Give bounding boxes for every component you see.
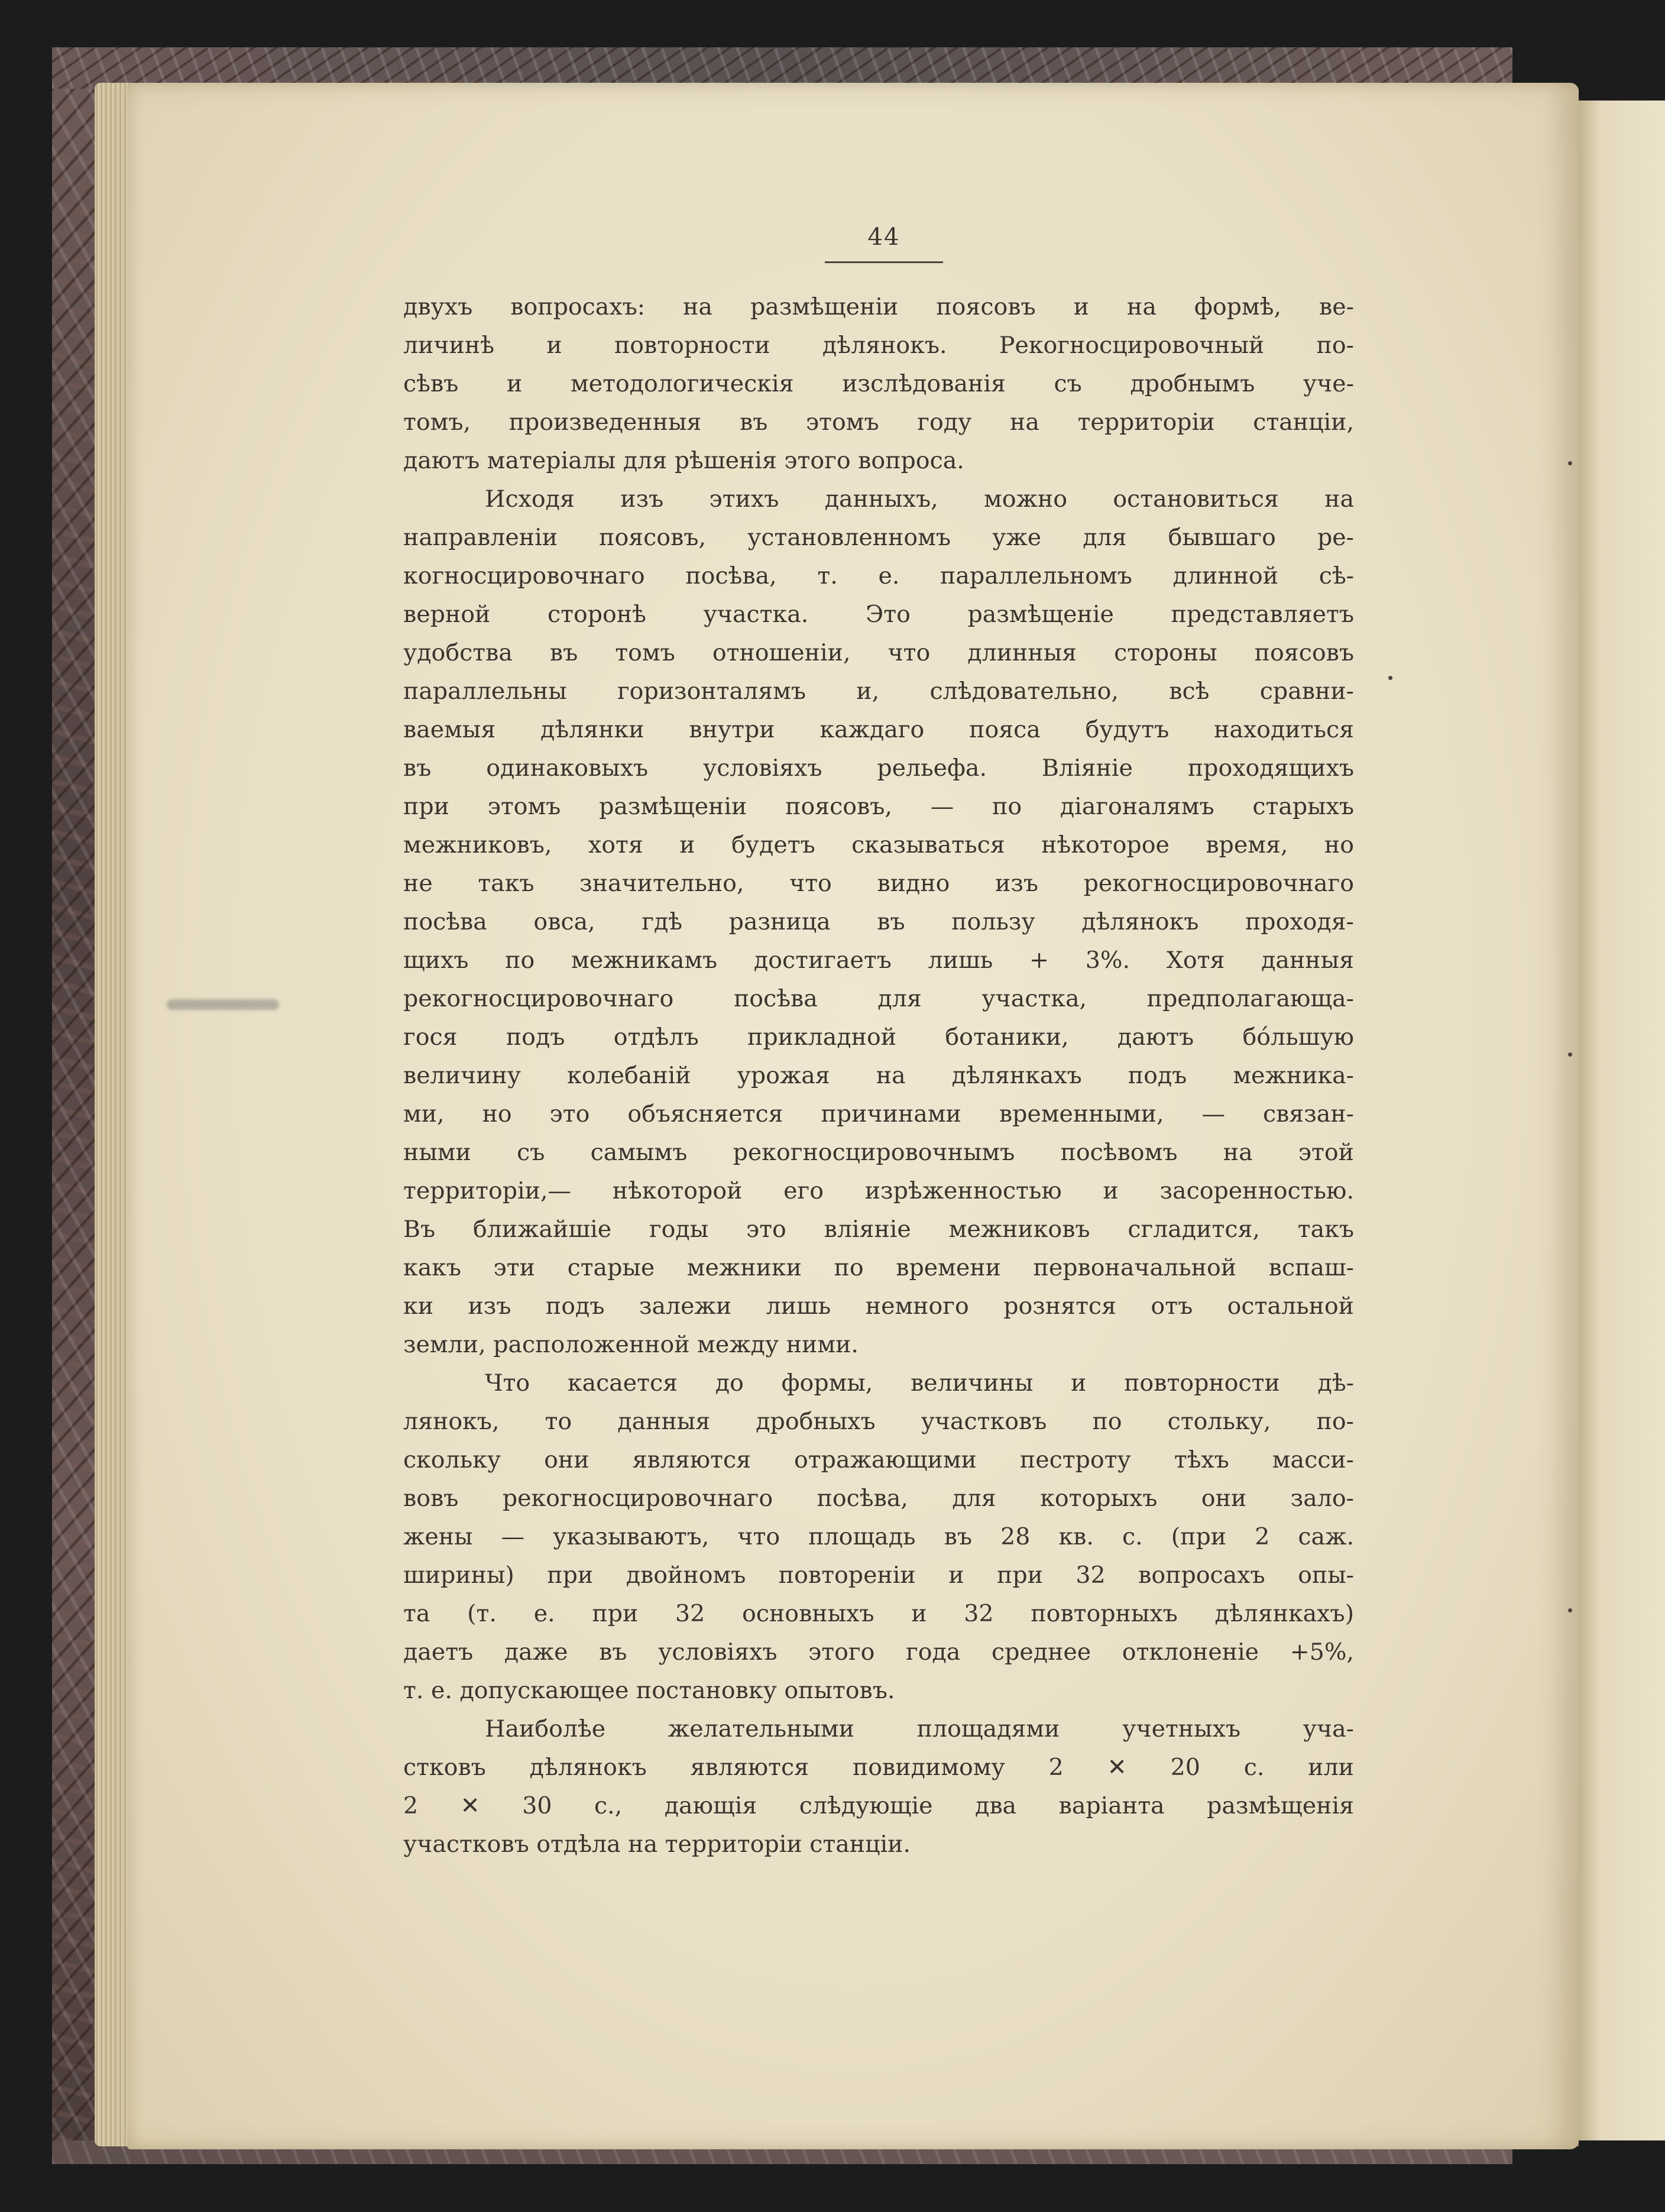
page-number: 44 — [867, 224, 900, 251]
text-line: гося подъ отдѣлъ прикладной ботаники, даютъ бо́льшую — [403, 1024, 1354, 1051]
text-line: межниковъ, хотя и будетъ сказываться нѣкоторое время, но — [403, 831, 1354, 859]
text-line: не такъ значительно, что видно изъ рекогносцировочнаго — [403, 870, 1354, 897]
text-line: рекогносцировочнаго посѣва для участка, предполагающа- — [403, 985, 1354, 1012]
text-line: территоріи,— нѣкоторой его изрѣженностью и засоренностью. — [403, 1177, 1354, 1204]
text-line: направленіи поясовъ, установленномъ уже для бывшаго ре- — [403, 524, 1354, 551]
text-line: даютъ матеріалы для рѣшенія этого вопроса. — [403, 447, 964, 474]
text-line: ширины) при двойномъ повтореніи и при 32 вопросахъ опы- — [403, 1562, 1354, 1589]
text-line: даетъ даже въ условіяхъ этого года среднее отклоненіе +5%, — [403, 1638, 1354, 1666]
ink-speck — [1568, 1608, 1572, 1612]
text-line: двухъ вопросахъ: на размѣщеніи поясовъ и на формѣ, ве- — [403, 293, 1354, 320]
text-line: т. е. допускающее постановку опытовъ. — [403, 1677, 895, 1704]
text-line: верной сторонѣ участка. Это размѣщеніе представляетъ — [403, 601, 1354, 628]
text-line: жены — указываютъ, что площадь въ 28 кв. с. (при 2 саж. — [403, 1523, 1354, 1550]
text-line: при этомъ размѣщеніи поясовъ, — по діагоналямъ старыхъ — [403, 793, 1354, 820]
text-line: стковъ дѣлянокъ являются повидимому 2 ✕ 20 с. или — [403, 1754, 1354, 1781]
ink-speck — [1568, 461, 1572, 465]
ink-speck — [1568, 1052, 1572, 1057]
text-line: личинѣ и повторности дѣлянокъ. Рекогносцировочный по- — [403, 332, 1354, 359]
text-line: ваемыя дѣлянки внутри каждаго пояса будутъ находиться — [403, 716, 1354, 743]
text-line: ными съ самымъ рекогносцировочнымъ посѣвомъ на этой — [403, 1139, 1354, 1166]
text-line: скольку они являются отражающими пестроту тѣхъ масси- — [403, 1446, 1354, 1473]
text-line: параллельны горизонталямъ и, слѣдовательно, всѣ сравни- — [403, 678, 1354, 705]
text-line: Исходя изъ этихъ данныхъ, можно остановиться на — [485, 485, 1354, 513]
text-line: 2 ✕ 30 с., дающія слѣдующіе два варіанта размѣщенія — [403, 1792, 1354, 1819]
page-number-rule — [825, 261, 943, 263]
body-text — [403, 288, 1354, 1864]
text-line: томъ, произведенныя въ этомъ году на территоріи станціи, — [403, 409, 1354, 436]
text-line: лянокъ, то данныя дробныхъ участковъ по стольку, по- — [403, 1408, 1354, 1435]
text-line: какъ эти старые межники по времени первоначальной вспаш- — [403, 1254, 1354, 1281]
text-line: ми, но это объясняется причинами временными, — связан- — [403, 1100, 1354, 1128]
text-line: когносцировочнаго посѣва, т. е. параллельномъ длинной сѣ- — [403, 562, 1354, 590]
text-line: удобства въ томъ отношеніи, что длинныя стороны поясовъ — [403, 639, 1354, 666]
text-line: вовъ рекогносцировочнаго посѣва, для которыхъ они зало- — [403, 1485, 1354, 1512]
text-line: посѣва овса, гдѣ разница въ пользу дѣлянокъ проходя- — [403, 908, 1354, 935]
text-line: участковъ отдѣла на территоріи станціи. — [403, 1831, 911, 1858]
text-line: земли, расположенной между ними. — [403, 1331, 859, 1358]
text-line: та (т. е. при 32 основныхъ и 32 повторныхъ дѣлянкахъ) — [403, 1600, 1354, 1627]
text-line: щихъ по межникамъ достигаетъ лишь + 3%. Хотя данныя — [403, 947, 1354, 974]
text-line: величину колебаній урожая на дѣлянкахъ подъ межника- — [403, 1062, 1354, 1089]
next-page-leaf — [1573, 101, 1665, 2140]
text-line: Что касается до формы, величины и повторности дѣ- — [485, 1369, 1354, 1397]
page-smudge — [167, 999, 279, 1010]
ink-speck — [1388, 676, 1392, 680]
text-line: Въ ближайшіе годы это вліяніе межниковъ сгладится, такъ — [403, 1216, 1354, 1243]
text-line: ки изъ подъ залежи лишь немного рознятся отъ остальной — [403, 1293, 1354, 1320]
text-line: сѣвъ и методологическія изслѣдованія съ дробнымъ уче- — [403, 370, 1354, 397]
text-line: Наиболѣе желательными площадями учетныхъ уча- — [485, 1715, 1354, 1743]
text-line: въ одинаковыхъ условіяхъ рельефа. Вліяніе проходящихъ — [403, 754, 1354, 782]
